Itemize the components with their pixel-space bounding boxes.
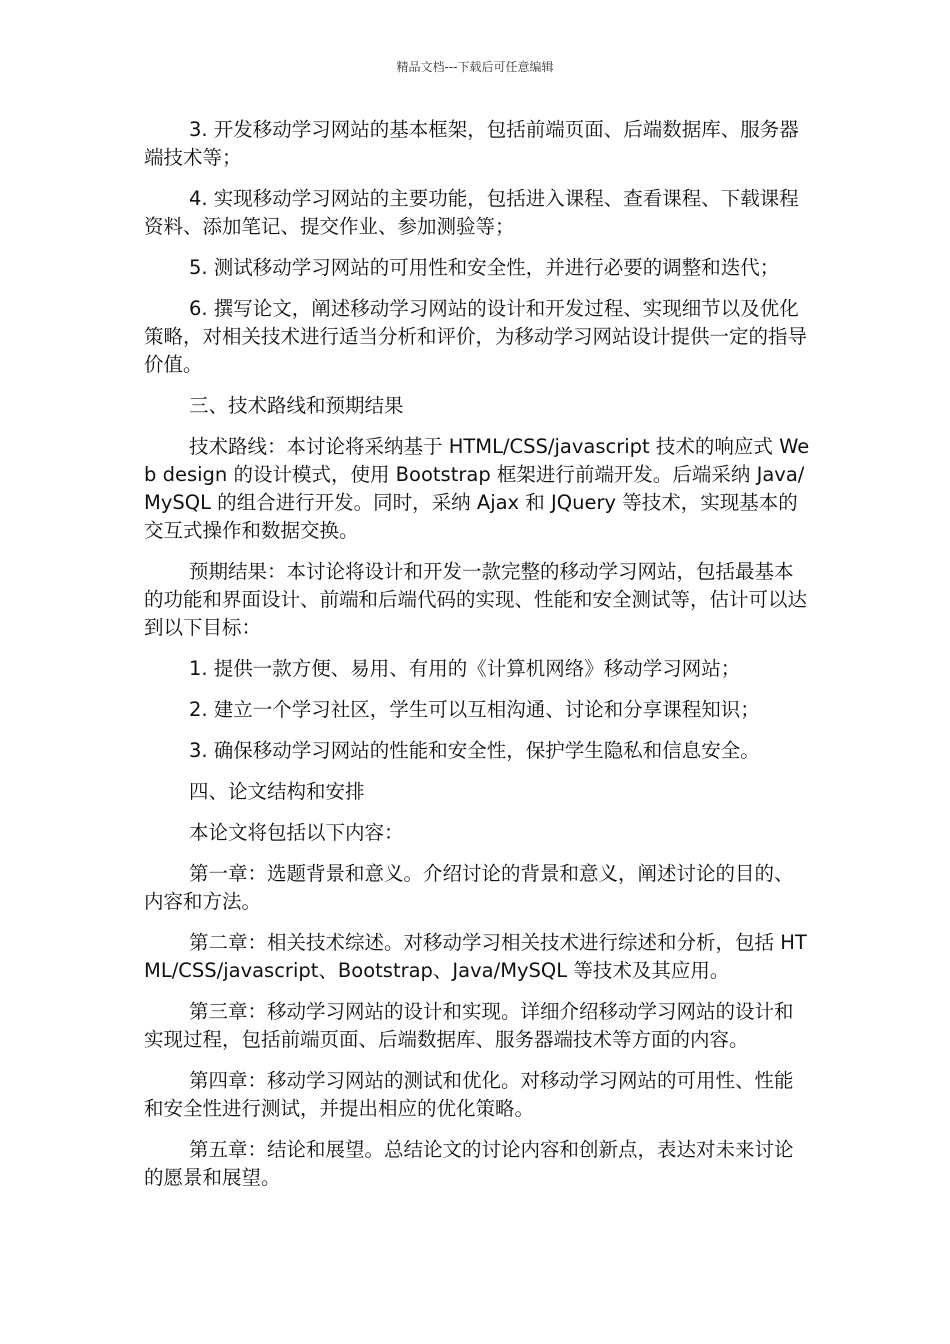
goal-item-3: 3. 确保移动学习网站的性能和安全性，保护学生隐私和信息安全。	[189, 739, 760, 762]
document-body	[144, 116, 812, 1205]
section-heading-4: 四、论文结构和安排	[189, 780, 365, 803]
chapter-1-paragraph: 第一章：选题背景和意义。介绍讨论的背景和意义，阐述讨论的目的、内容和方法。	[144, 862, 794, 913]
chapter-2-paragraph: 第二章：相关技术综述。对移动学习相关技术进行综述和分析，包括 HTML/CSS/javascript、Bootstrap、Java/MySQL 等技术及其应用。	[144, 931, 807, 982]
goal-item-1: 1. 提供一款方便、易用、有用的《计算机网络》移动学习网站；	[189, 657, 741, 680]
page-header: 精品文档---下载后可任意编辑	[396, 60, 554, 74]
list-item-5: 5. 测试移动学习网站的可用性和安全性，并进行必要的调整和迭代；	[189, 256, 780, 279]
technical-route-paragraph: 技术路线：本讨论将采纳基于 HTML/CSS/javascript 技术的响应式 Web design 的设计模式，使用 Bootstrap 框架进行前端开发。后端采纳 Java/MySQL 的组合进行开发。同时，采纳 Ajax 和 JQuery 等技术，实现基本的交互式操作和数据交换。	[144, 435, 810, 542]
list-item-3: 3. 开发移动学习网站的基本框架，包括前端页面、后端数据库、服务器端技术等；	[144, 118, 799, 169]
goal-item-2: 2. 建立一个学习社区，学生可以互相沟通、讨论和分享课程知识；	[189, 698, 760, 721]
structure-intro: 本论文将包括以下内容：	[189, 821, 404, 844]
chapter-3-paragraph: 第三章：移动学习网站的设计和实现。详细介绍移动学习网站的设计和实现过程，包括前端页面、后端数据库、服务器端技术等方面的内容。	[144, 1000, 794, 1051]
section-heading-3: 三、技术路线和预期结果	[189, 394, 404, 417]
chapter-5-paragraph: 第五章：结论和展望。总结论文的讨论内容和创新点，表达对未来讨论的愿景和展望。	[144, 1138, 794, 1189]
list-item-4: 4. 实现移动学习网站的主要功能，包括进入课程、查看课程、下载课程资料、添加笔记、提交作业、参加测验等；	[144, 187, 799, 238]
expected-results-paragraph: 预期结果：本讨论将设计和开发一款完整的移动学习网站，包括最基本的功能和界面设计、前端和后端代码的实现、性能和安全测试等，估计可以达到以下目标：	[144, 560, 808, 639]
chapter-4-paragraph: 第四章：移动学习网站的测试和优化。对移动学习网站的可用性、性能和安全性进行测试，并提出相应的优化策略。	[144, 1069, 794, 1120]
list-item-6: 6. 撰写论文，阐述移动学习网站的设计和开发过程、实现细节以及优化策略，对相关技术进行适当分析和评价，为移动学习网站设计提供一定的指导价值。	[144, 297, 808, 376]
